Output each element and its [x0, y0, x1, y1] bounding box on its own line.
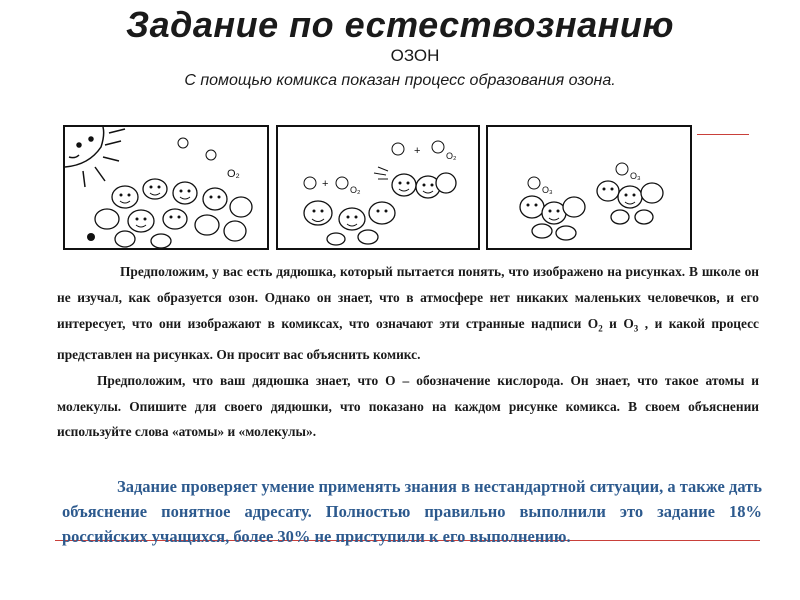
topic-subtitle: ОЗОН	[390, 46, 440, 65]
comic-panel-1-drawing	[65, 127, 267, 248]
comic-panel-2	[276, 125, 480, 250]
svg-text:O₃: O₃	[542, 185, 553, 195]
svg-text:+: +	[414, 145, 421, 157]
task-body	[57, 259, 759, 445]
svg-text:+: +	[322, 178, 329, 190]
comic-panel-3-drawing	[488, 127, 690, 248]
task-paragraph-1: Предположим, у вас есть дядюшка, который пытается понять, что изображено на рисунках. В школе он не изучал, как образуется озон. Однако он знает, что в атмосфере нет никаких маленьких человечков, и его интересует, что они изображают в комиксах, что означают эти странные надписи $O_2$ и $O_3$ , и какой процесс представлен на рисунках. Он просит вас объяснить комикс.	[57, 264, 759, 363]
comic-panel-2-drawing	[278, 127, 478, 248]
accent-line-top	[697, 134, 749, 135]
page-title: Задание по естествознанию	[125, 4, 675, 45]
lead-sentence: С помощью комикса показан процесс образования озона.	[184, 72, 616, 89]
comic-panel-3	[486, 125, 692, 250]
svg-text:O₂: O₂	[446, 151, 457, 161]
svg-text:O₂: O₂	[350, 185, 361, 195]
comic-panel-1	[63, 125, 269, 250]
svg-text:O₂: O₂	[227, 168, 240, 180]
sun-icon	[65, 127, 125, 187]
assessment-note: Задание проверяет умение применять знания в нестандартной ситуации, а также дать объяснение понятное адресату. Полностью правильно выполнили это задание 18% российских учащихся, более 30% не приступили к его выполнению.	[62, 477, 762, 546]
svg-text:O₃: O₃	[630, 171, 641, 181]
task-paragraph-2: Предположим, что ваш дядюшка знает, что О – обозначение кислорода. Он знает, что такое атомы и молекулы. Опишите для своего дядюшки, что показано на каждом рисунке комикса. В своем объяснении используйте слова «атомы» и «молекулы».	[57, 372, 759, 440]
